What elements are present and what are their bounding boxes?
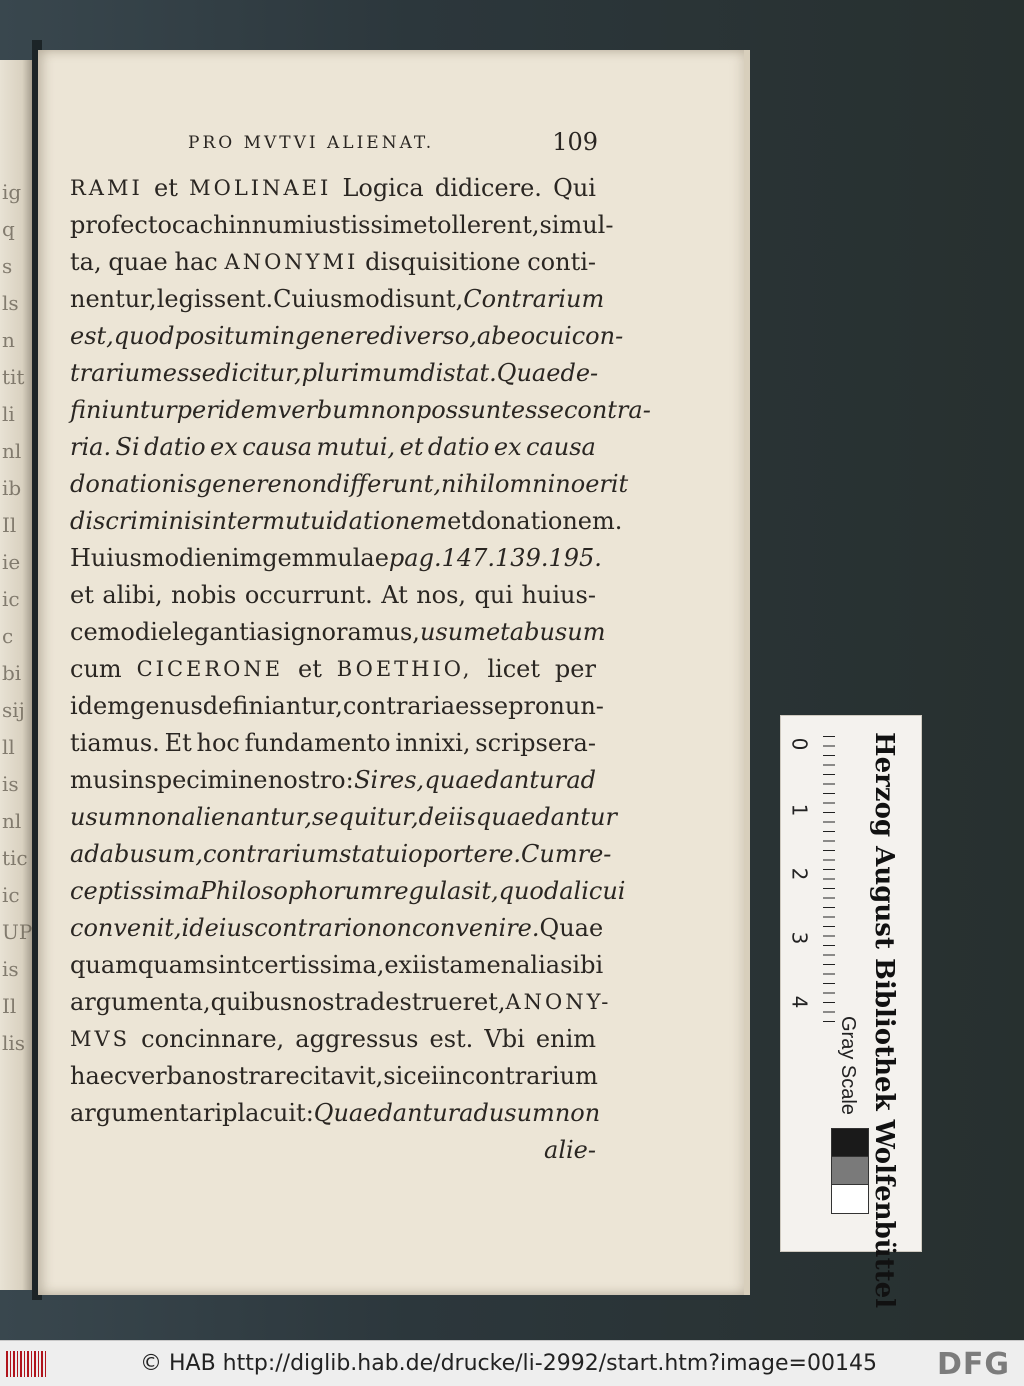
word: mutui [262,507,334,535]
word: in [120,766,145,794]
left-page-fragment: ie [2,550,21,574]
left-page-fragment: is [2,957,19,981]
word: non [370,396,416,424]
word: cemodi [70,618,158,646]
word: esse [510,396,564,424]
word: pag. [388,544,442,572]
word: et [485,618,510,646]
text-line [70,947,604,984]
text-line [70,466,629,503]
word: quamquam [70,951,206,979]
word: idem [217,396,278,424]
word: ad [566,766,596,794]
word: nobis [171,581,237,609]
word: ad [70,840,100,868]
word: donationem. [471,507,623,535]
word: elegantias [157,618,284,646]
word: eius [204,914,255,942]
word: nentur, [70,285,157,313]
word: est. [429,1025,474,1053]
word: distat. [420,359,497,387]
left-page-fragment: li [2,402,15,426]
word: 147. [441,544,496,572]
text-line [70,1021,596,1058]
word: esse [455,692,509,720]
word: donationis [70,470,197,498]
word: disquisitione [365,248,521,276]
gray-swatch-white [831,1184,869,1214]
word: gemmulae [262,544,389,572]
hab-barcode-logo [6,1351,46,1377]
word: re- [577,840,612,868]
word: per [176,396,218,424]
word: et [70,581,94,609]
page-edge [744,50,750,1295]
word: differunt, [327,470,441,498]
word: huius- [521,581,596,609]
word: pronun- [508,692,604,720]
ruler-number-0: 0 [787,737,812,751]
word: dationem [333,507,448,535]
text-line [70,984,612,1021]
word: non [136,803,182,831]
left-page-fragment: sij [2,698,25,722]
word: 195. [548,544,602,572]
word: certissima, [250,951,385,979]
word: nostra [292,988,370,1016]
left-page-fragment: tit [2,365,25,389]
running-head [188,130,598,160]
word: RAMI [70,176,143,200]
word: sit, [461,877,499,905]
word: innixi, [395,729,471,757]
word: per [554,655,596,683]
word: Contrarium [463,285,605,313]
text-line [70,392,651,429]
word: Quae [496,359,561,387]
word: quae [424,766,484,794]
word: quibus [210,988,293,1016]
word: legissent. [156,285,274,313]
word: alienantur, [181,803,313,831]
left-page-fragment: nl [2,439,22,463]
word: cum [70,655,122,683]
word: inter [203,507,263,535]
word: alibi, [102,581,163,609]
word: oportere. [408,840,522,868]
word: sic [383,1062,417,1090]
copyright-link[interactable]: © HAB http://diglib.hab.de/drucke/li-2992/start.htm?image=00145 [140,1351,877,1376]
left-neighbouring-page [0,60,32,1290]
text-line [70,725,596,762]
word: de [418,803,449,831]
word: Philosophorum [199,877,383,905]
word: Vbi [484,1025,525,1053]
word: qui [474,581,514,609]
word: usum [70,803,136,831]
text-line [70,873,626,910]
word: licet [487,655,540,683]
text-line [70,651,596,688]
word: scripsera- [475,729,596,757]
word: contraria [342,692,456,720]
word: tamen [439,951,517,979]
word: abusum, [99,840,203,868]
word: esse [162,359,216,387]
word: dantur [484,766,566,794]
word: dantur [377,1099,460,1127]
ruler-number-1: 1 [787,803,812,817]
institution-label: Herzog August Bibliothek Wolfenbüttel [869,732,899,1309]
word: ria. [70,433,112,461]
left-page-fragment: nl [2,809,22,833]
catchword: alie- [544,1136,596,1164]
text-line [70,577,596,614]
word: Logica [342,174,424,202]
word: quae [108,248,168,276]
ruler-ticks [823,736,835,1026]
word: Cum [521,840,578,868]
word: convenit, [70,914,182,942]
left-page-fragment: c [2,624,14,648]
word: hac [174,248,218,276]
ruler-number-2: 2 [787,867,812,881]
word: Si [354,766,379,794]
word: sequitur, [312,803,419,831]
word: ignoramus, [283,618,420,646]
word: argumenta, [70,988,211,1016]
viewer-footer [0,1340,1024,1386]
word: ta, [70,248,102,276]
word: res, [378,766,425,794]
word: sunt, [402,285,464,313]
word: verba [127,1062,197,1090]
left-page-fragment: bi [2,661,22,685]
left-page-fragment: s [2,254,13,278]
word: enim [535,1025,596,1053]
word: argumentari [70,1099,223,1127]
word: quae [475,803,536,831]
word: de- [560,359,599,387]
text-line [70,1058,596,1095]
text-line [70,207,614,244]
text-line [70,170,596,207]
word: MOLINAEI [189,176,332,200]
text-line [70,910,604,947]
word: contrario [254,914,367,942]
word: iustissime [305,211,428,239]
word: Cuiusmodi [273,285,403,313]
left-page-fragment: q [2,217,15,241]
word: non [554,1099,601,1127]
word: ceptissima [70,877,200,905]
word: conti- [527,248,596,276]
word: ab [476,322,507,350]
word: Qui [553,174,596,202]
word: tollerent, [427,211,540,239]
word: causa [242,433,313,461]
word: diverso, [380,322,477,350]
word: MVS [70,1027,131,1051]
word: plurimum [301,359,421,387]
left-page-fragment: tic [2,846,28,870]
word: At [381,581,408,609]
word: datio [144,433,206,461]
ruler-number-3: 3 [787,931,812,945]
word: mus [70,766,121,794]
word: Si [115,433,140,461]
left-page-fragment: Il [2,994,17,1018]
word: id [181,914,205,942]
word: dantur [535,803,617,831]
gray-swatch-black [831,1128,869,1158]
left-page-fragment: ib [2,476,22,500]
word: ANONY- [505,990,612,1014]
word: positum [174,322,273,350]
word: usum [419,618,486,646]
word: est, [70,322,114,350]
word: genere [295,322,381,350]
word: omnino [494,470,586,498]
dfg-logo: DFG [936,1347,1010,1382]
left-page-fragment: is [2,772,19,796]
left-page-fragment: ic [2,587,20,611]
word: Huiusmodi [70,544,203,572]
word: iis [412,951,440,979]
word: quod [113,322,175,350]
word: 139. [495,544,549,572]
word: non [366,914,412,942]
left-page-fragment: ll [2,735,15,759]
word: sint [205,951,251,979]
word: specimine [144,766,268,794]
word: convenire. [411,914,540,942]
word: recitavit, [273,1062,384,1090]
word: alicui [559,877,626,905]
word: in [438,1062,462,1090]
word: idem [70,692,130,720]
word: et [154,174,178,202]
catchword-line [70,1132,596,1169]
text-line [70,836,612,873]
word: sibi [560,951,604,979]
word: contrarium [202,840,340,868]
word: mutui, [316,433,396,461]
word: contra- [563,396,651,424]
word: iis [448,803,476,831]
word: Quae [313,1099,378,1127]
word: occurrunt. [244,581,373,609]
text-line [70,318,624,355]
word: ex [384,951,413,979]
word: nostro: [267,766,354,794]
word: regula [382,877,462,905]
word: destrueret, [369,988,506,1016]
text-line [70,540,602,577]
left-page-fragment: lis [2,1031,26,1055]
word: ei [416,1062,439,1090]
word: definiantur, [202,692,343,720]
word: cachinnum [171,211,306,239]
left-page-fragment: n [2,328,15,352]
word: CICERONE [136,657,284,681]
word: genus [130,692,203,720]
word: possunt [415,396,511,424]
word: datio [427,433,490,461]
word: nos, [416,581,467,609]
page-body-text [70,170,651,1169]
word: concinnare, [141,1025,285,1053]
word: aggressus [295,1025,419,1053]
word: nihil [440,470,495,498]
word: eo [506,322,536,350]
left-page-fragment: ls [2,291,19,315]
ruler-number-4: 4 [787,995,812,1009]
text-line [70,614,606,651]
word: Et [164,729,192,757]
word: quod [498,877,560,905]
left-page-fragment: ig [2,180,22,204]
word: Quae [539,914,604,942]
word: cui [535,322,572,350]
text-line [70,244,596,281]
word: BOETHIO, [336,657,473,681]
running-head-title: PRO MVTVI ALIENAT. [188,133,435,153]
gray-swatch-mid [831,1156,869,1186]
text-line [70,281,605,318]
left-page-fragment: ic [2,883,20,907]
word: si [539,211,560,239]
word: discriminis [70,507,204,535]
word: verbum [277,396,371,424]
word: profecto [70,211,172,239]
word: mul- [559,211,614,239]
word: abusum [509,618,606,646]
word: statui [339,840,409,868]
word: enim [202,544,263,572]
page-number: 109 [552,128,598,156]
word: dicitur, [215,359,302,387]
text-line [70,503,623,540]
word: usum [488,1099,555,1127]
word: ad [459,1099,489,1127]
left-page-fragment: Il [2,513,17,537]
word: hoc [196,729,240,757]
word: didicere. [434,174,542,202]
color-target-strip [780,715,922,1309]
word: genere [196,470,282,498]
word: non [281,470,328,498]
text-line [70,429,596,466]
text-line [70,799,617,836]
word: finiuntur [70,396,177,424]
word: causa [526,433,596,461]
word: fundamento [244,729,391,757]
text-line [70,1095,601,1132]
word: et [447,507,471,535]
text-line [70,762,596,799]
word: ex [493,433,522,461]
word: et [298,655,322,683]
word: tiamus. [70,729,160,757]
text-line [70,355,599,392]
word: ex [210,433,238,461]
word: erit [585,470,629,498]
word: alia [516,951,561,979]
word: nostra [196,1062,274,1090]
text-line [70,688,604,725]
word: in [272,322,296,350]
word: placuit: [222,1099,314,1127]
left-page-fragment: UP [2,920,32,944]
word: trarium [70,359,163,387]
word: ANONYMI [224,250,359,274]
word: contrarium [461,1062,598,1090]
word: haec [70,1062,128,1090]
gray-scale-label: Gray Scale [837,1016,859,1115]
word: et [399,433,424,461]
word: con- [571,322,624,350]
